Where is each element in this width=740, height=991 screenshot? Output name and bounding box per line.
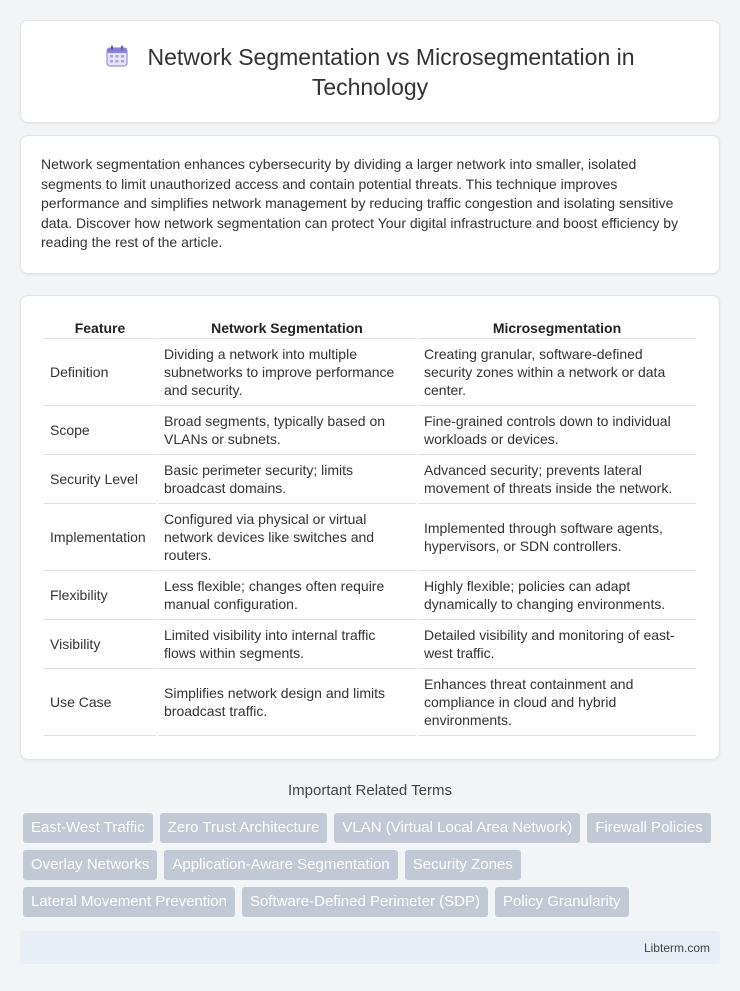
tag-policy-granularity[interactable]: Policy Granularity [495,887,629,917]
tag-firewall-policies[interactable]: Firewall Policies [587,813,711,843]
row-network-segmentation: Basic perimeter security; limits broadcast domains. [158,455,416,504]
footer [20,931,720,964]
related-terms-title: Important Related Terms [288,782,452,799]
row-feature: Definition [44,339,156,406]
row-feature: Use Case [44,669,156,736]
row-network-segmentation: Simplifies network design and limits broadcast traffic. [158,669,416,736]
row-network-segmentation: Less flexible; changes often require manual configuration. [158,571,416,620]
header-microsegmentation: Microsegmentation [418,316,696,339]
tag-software-defined-perimeter[interactable]: Software-Defined Perimeter (SDP) [242,887,488,917]
table-row [44,406,696,455]
related-terms-section [20,782,720,917]
tag-application-aware-segmentation[interactable]: Application-Aware Segmentation [164,850,397,880]
comparison-table [42,316,698,736]
tag-zero-trust-architecture[interactable]: Zero Trust Architecture [160,813,328,843]
table-row [44,339,696,406]
tag-east-west-traffic[interactable]: East-West Traffic [23,813,153,843]
related-terms-tags [20,813,720,917]
table-row [44,455,696,504]
tag-vlan[interactable]: VLAN (Virtual Local Area Network) [334,813,580,843]
row-feature: Security Level [44,455,156,504]
row-feature: Visibility [44,620,156,669]
row-microsegmentation: Highly flexible; policies can adapt dynamically to changing environments. [418,571,696,620]
footer-brand[interactable]: Libterm.com [643,940,710,955]
title-card [20,20,720,123]
tag-overlay-networks[interactable]: Overlay Networks [23,850,157,880]
intro-text: Network segmentation enhances cybersecurity by dividing a larger network into smaller, isolated segments to limit unauthorized access and contain potential threats. This technique improves performance and simplifies network management by reducing traffic congestion and isolating sensitive data. Discover how network segmentation can protect Your digital infrastructure and boost efficiency by reading the rest of the article. [41,156,679,250]
row-network-segmentation: Configured via physical or virtual network devices like switches and routers. [158,504,416,571]
page-title [61,42,679,102]
header-feature: Feature [44,316,156,339]
comparison-table-card [20,295,720,760]
table-row [44,620,696,669]
tag-security-zones[interactable]: Security Zones [405,850,521,880]
row-network-segmentation: Broad segments, typically based on VLANs or subnets. [158,406,416,455]
row-feature: Implementation [44,504,156,571]
intro-card [20,135,720,274]
tag-lateral-movement-prevention[interactable]: Lateral Movement Prevention [23,887,235,917]
table-row [44,571,696,620]
table-row [44,504,696,571]
table-row [44,669,696,736]
calendar-icon [105,44,129,68]
row-microsegmentation: Implemented through software agents, hypervisors, or SDN controllers. [418,504,696,571]
row-microsegmentation: Creating granular, software-defined security zones within a network or data center. [418,339,696,406]
row-microsegmentation: Detailed visibility and monitoring of east-west traffic. [418,620,696,669]
row-network-segmentation: Limited visibility into internal traffic flows within segments. [158,620,416,669]
row-microsegmentation: Fine-grained controls down to individual workloads or devices. [418,406,696,455]
row-microsegmentation: Enhances threat containment and compliance in cloud and hybrid environments. [418,669,696,736]
row-network-segmentation: Dividing a network into multiple subnetworks to improve performance and security. [158,339,416,406]
row-feature: Flexibility [44,571,156,620]
table-header-row [44,316,696,339]
page-title-text: Network Segmentation vs Microsegmentation in Technology [147,43,635,100]
row-microsegmentation: Advanced security; prevents lateral movement of threats inside the network. [418,455,696,504]
header-network-segmentation: Network Segmentation [158,316,416,339]
row-feature: Scope [44,406,156,455]
